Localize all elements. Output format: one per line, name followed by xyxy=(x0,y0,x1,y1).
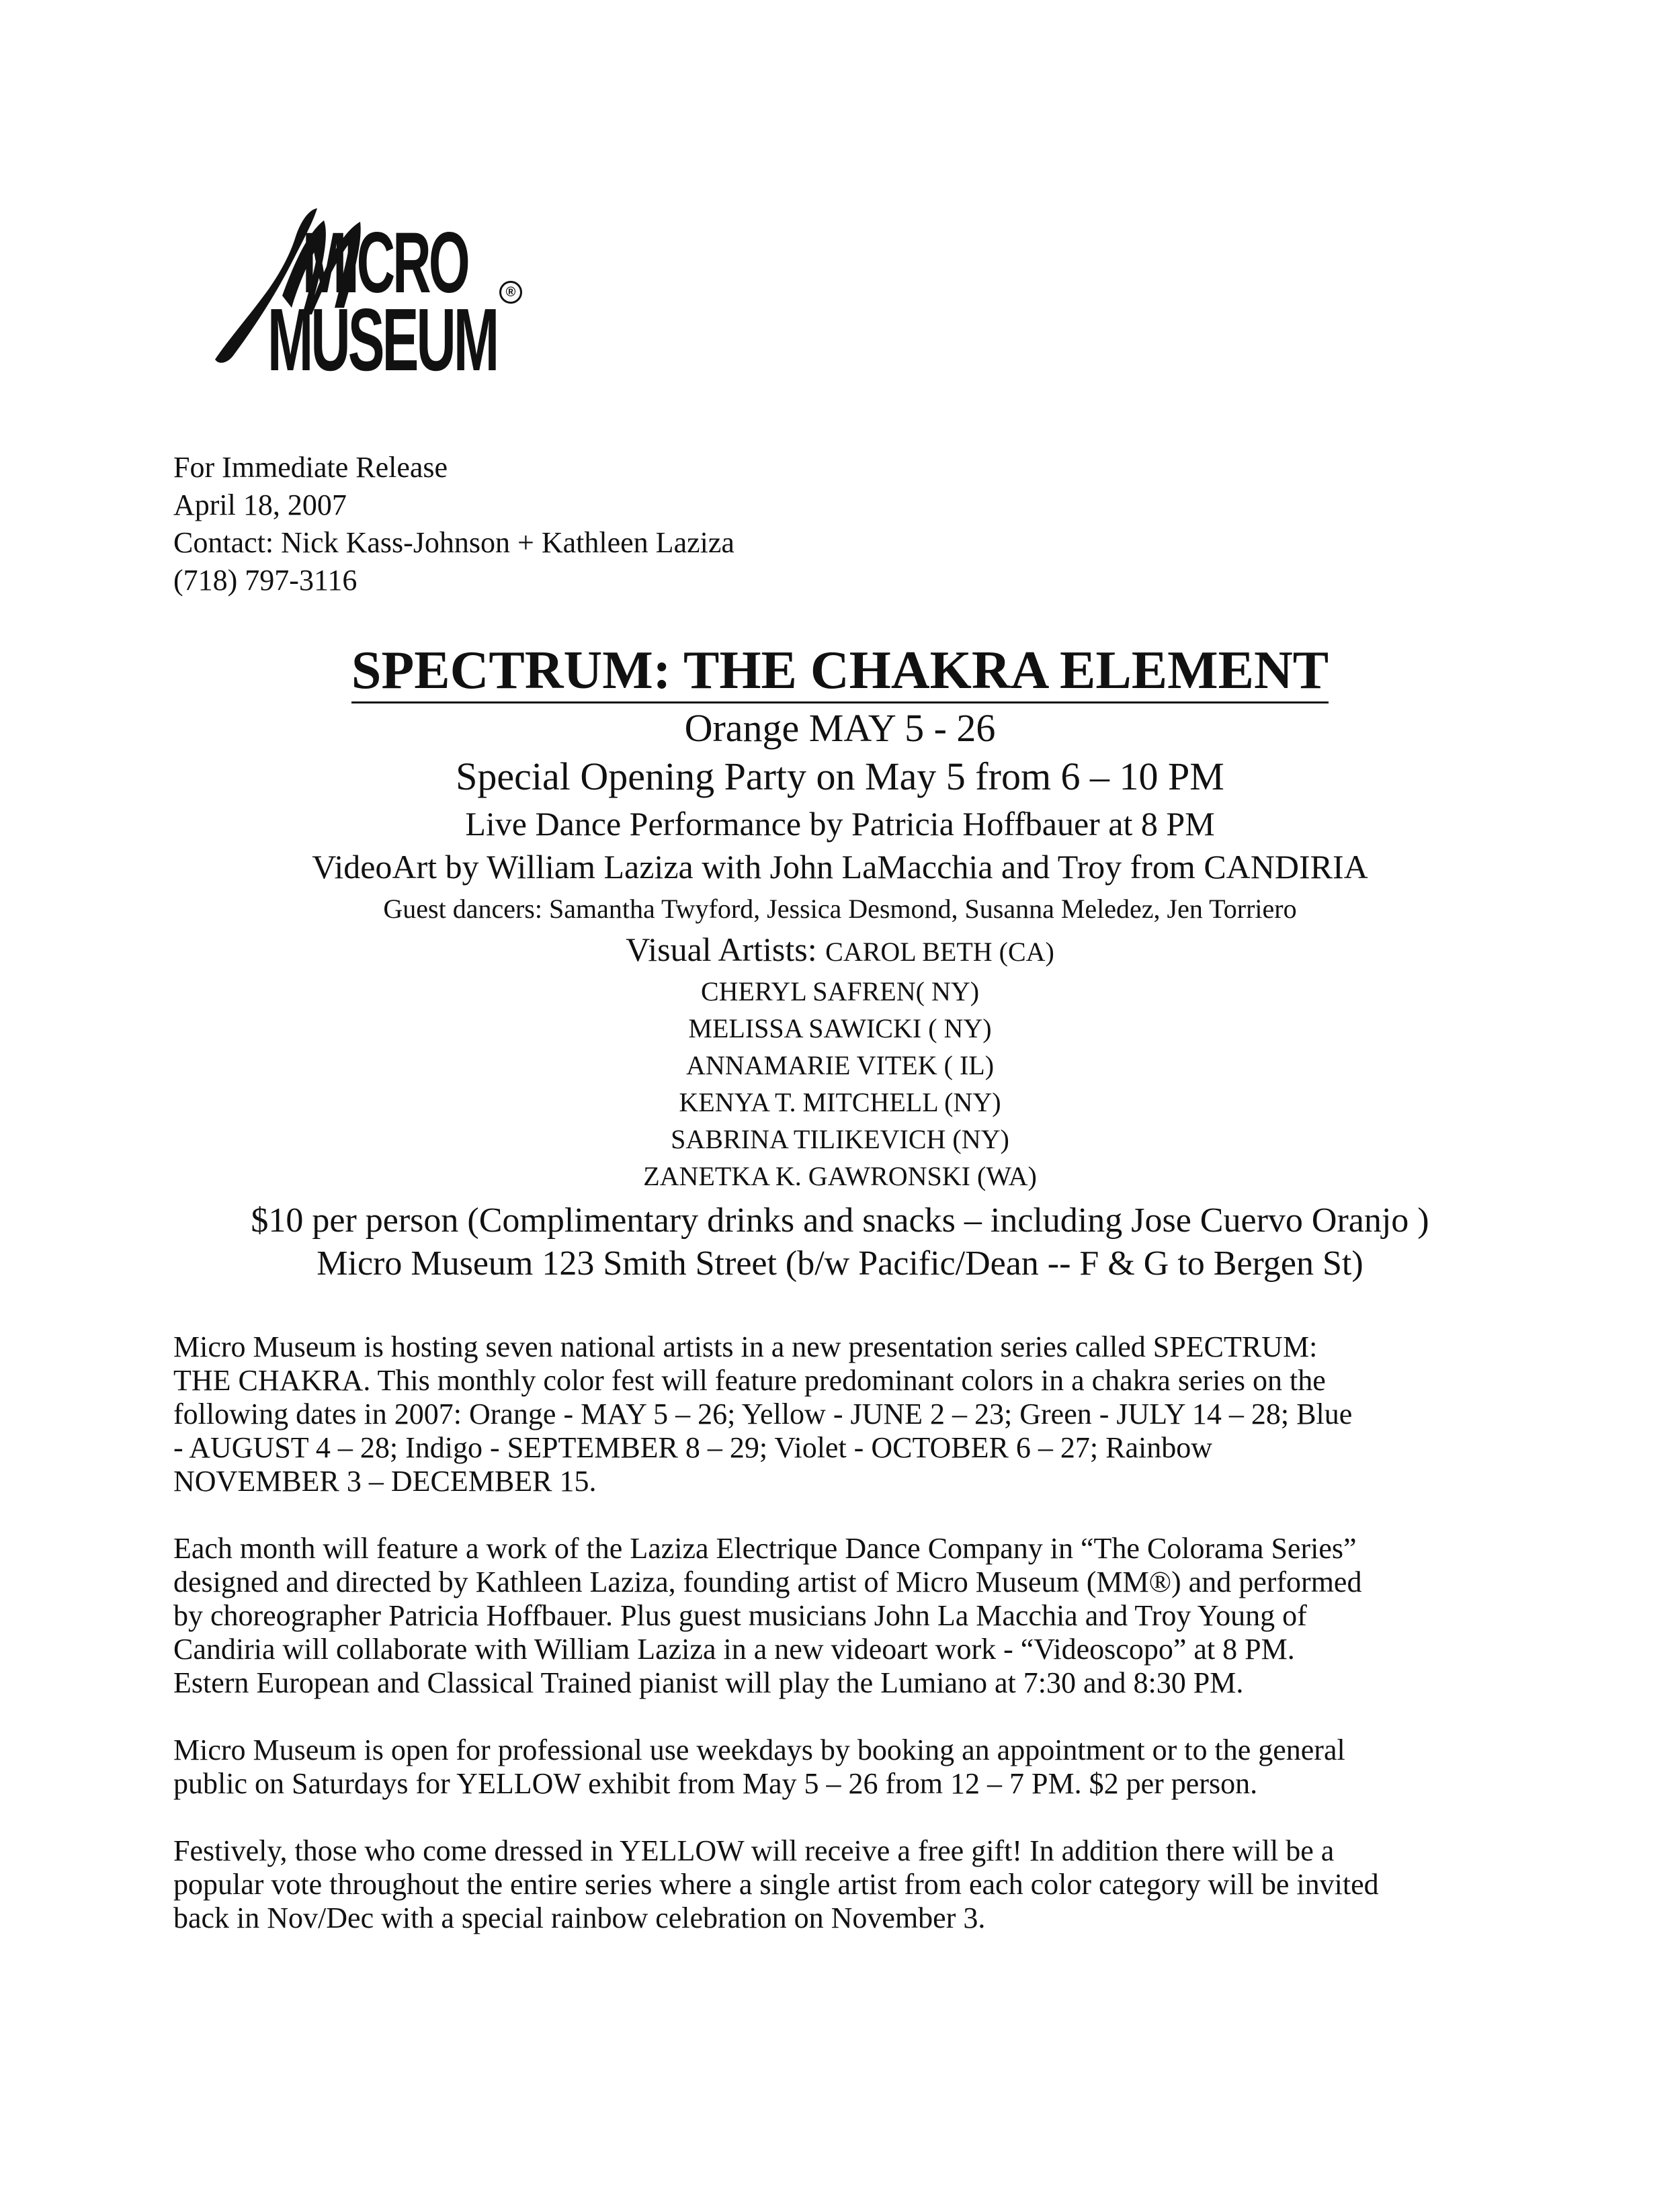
artist-name: KENYA T. MITCHELL (NY) xyxy=(679,1087,1001,1117)
videoart-line: VideoArt by William Laziza with John LaMacchia and Troy from CANDIRIA xyxy=(312,848,1368,886)
paragraph-opening-hours xyxy=(173,1733,1517,1801)
visual-artists-heading xyxy=(0,930,1680,972)
registered-mark: ® xyxy=(499,281,522,304)
paragraph-line: Festively, those who come dressed in YELLOW will receive a free gift! In addition there will be a xyxy=(173,1834,1335,1867)
address-line: Micro Museum 123 Smith Street (b/w Pacific/Dean -- F & G to Bergen St) xyxy=(317,1244,1363,1283)
artist-name: CHERYL SAFREN( NY) xyxy=(700,976,980,1006)
paragraph-line: Each month will feature a work of the Laziza Electrique Dance Company in “The Colorama Series” xyxy=(173,1532,1357,1565)
artist-name: SABRINA TILIKEVICH (NY) xyxy=(671,1124,1009,1154)
paragraph-free-gift xyxy=(173,1834,1517,1935)
artist-name: ZANETKA K. GAWRONSKI (WA) xyxy=(643,1161,1037,1191)
paragraph-line: Micro Museum is hosting seven national artists in a new presentation series called SPECTRUM: xyxy=(173,1330,1318,1363)
opening-party: Special Opening Party on May 5 from 6 – 10 PM xyxy=(456,755,1224,798)
paragraph-performances xyxy=(173,1532,1517,1700)
guest-dancers: Guest dancers: Samantha Twyford, Jessica Desmond, Susanna Meledez, Jen Torriero xyxy=(383,894,1297,924)
paragraph-line: Estern European and Classical Trained pianist will play the Lumiano at 7:30 and 8:30 PM. xyxy=(173,1666,1244,1699)
release-date: April 18, 2007 xyxy=(173,488,347,521)
micro-museum-logo xyxy=(202,195,618,390)
paragraph-line: NOVEMBER 3 – DECEMBER 15. xyxy=(173,1465,597,1498)
paragraph-line: THE CHAKRA. This monthly color fest will feature predominant colors in a chakra series on the xyxy=(173,1364,1326,1397)
orange-dates: Orange MAY 5 - 26 xyxy=(684,706,996,750)
visual-artists-label: Visual Artists: xyxy=(626,931,817,968)
paragraph-line: popular vote throughout the entire series where a single artist from each color category will be invited xyxy=(173,1868,1379,1901)
artist-name: MELISSA SAWICKI ( NY) xyxy=(688,1013,992,1043)
event-title-text: SPECTRUM: THE CHAKRA ELEMENT xyxy=(351,641,1329,703)
event-title xyxy=(0,638,1680,703)
price-line: $10 per person (Complimentary drinks and snacks – including Jose Cuervo Oranjo ) xyxy=(251,1201,1429,1240)
paragraph-line: by choreographer Patricia Hoffbauer. Plus guest musicians John La Macchia and Troy Young of xyxy=(173,1599,1307,1632)
paragraph-series-dates xyxy=(173,1330,1517,1498)
release-header xyxy=(173,449,734,599)
paragraph-line: Candiria will collaborate with William Laziza in a new videoart work - “Videoscopo” at 8 PM. xyxy=(173,1633,1295,1666)
phone-number: (718) 797-3116 xyxy=(173,564,358,597)
paragraph-line: public on Saturdays for YELLOW exhibit from May 5 – 26 from 12 – 7 PM. $2 per person. xyxy=(173,1767,1258,1800)
logo-line-1: MICRO xyxy=(302,215,468,311)
paragraph-line: - AUGUST 4 – 28; Indigo - SEPTEMBER 8 – 29; Violet - OCTOBER 6 – 27; Rainbow xyxy=(173,1431,1212,1464)
paragraph-line: following dates in 2007: Orange - MAY 5 – 26; Yellow - JUNE 2 – 23; Green - JULY 14 – 28; Blue xyxy=(173,1398,1353,1430)
paragraph-line: Micro Museum is open for professional use weekdays by booking an appointment or to the general xyxy=(173,1733,1345,1766)
paragraph-line: back in Nov/Dec with a special rainbow celebration on November 3. xyxy=(173,1901,986,1934)
paragraph-line: designed and directed by Kathleen Laziza, founding artist of Micro Museum (MM®) and performed xyxy=(173,1566,1362,1598)
artist-name: ANNAMARIE VITEK ( IL) xyxy=(685,1050,995,1080)
artist-name: CAROL BETH (CA) xyxy=(825,937,1054,967)
artist-list xyxy=(0,973,1680,1195)
release-notice: For Immediate Release xyxy=(173,451,448,484)
contact-line: Contact: Nick Kass-Johnson + Kathleen Laziza xyxy=(173,526,734,559)
dance-performance: Live Dance Performance by Patricia Hoffbauer at 8 PM xyxy=(465,805,1215,843)
logo-line-2: MUSEUM xyxy=(267,290,497,389)
